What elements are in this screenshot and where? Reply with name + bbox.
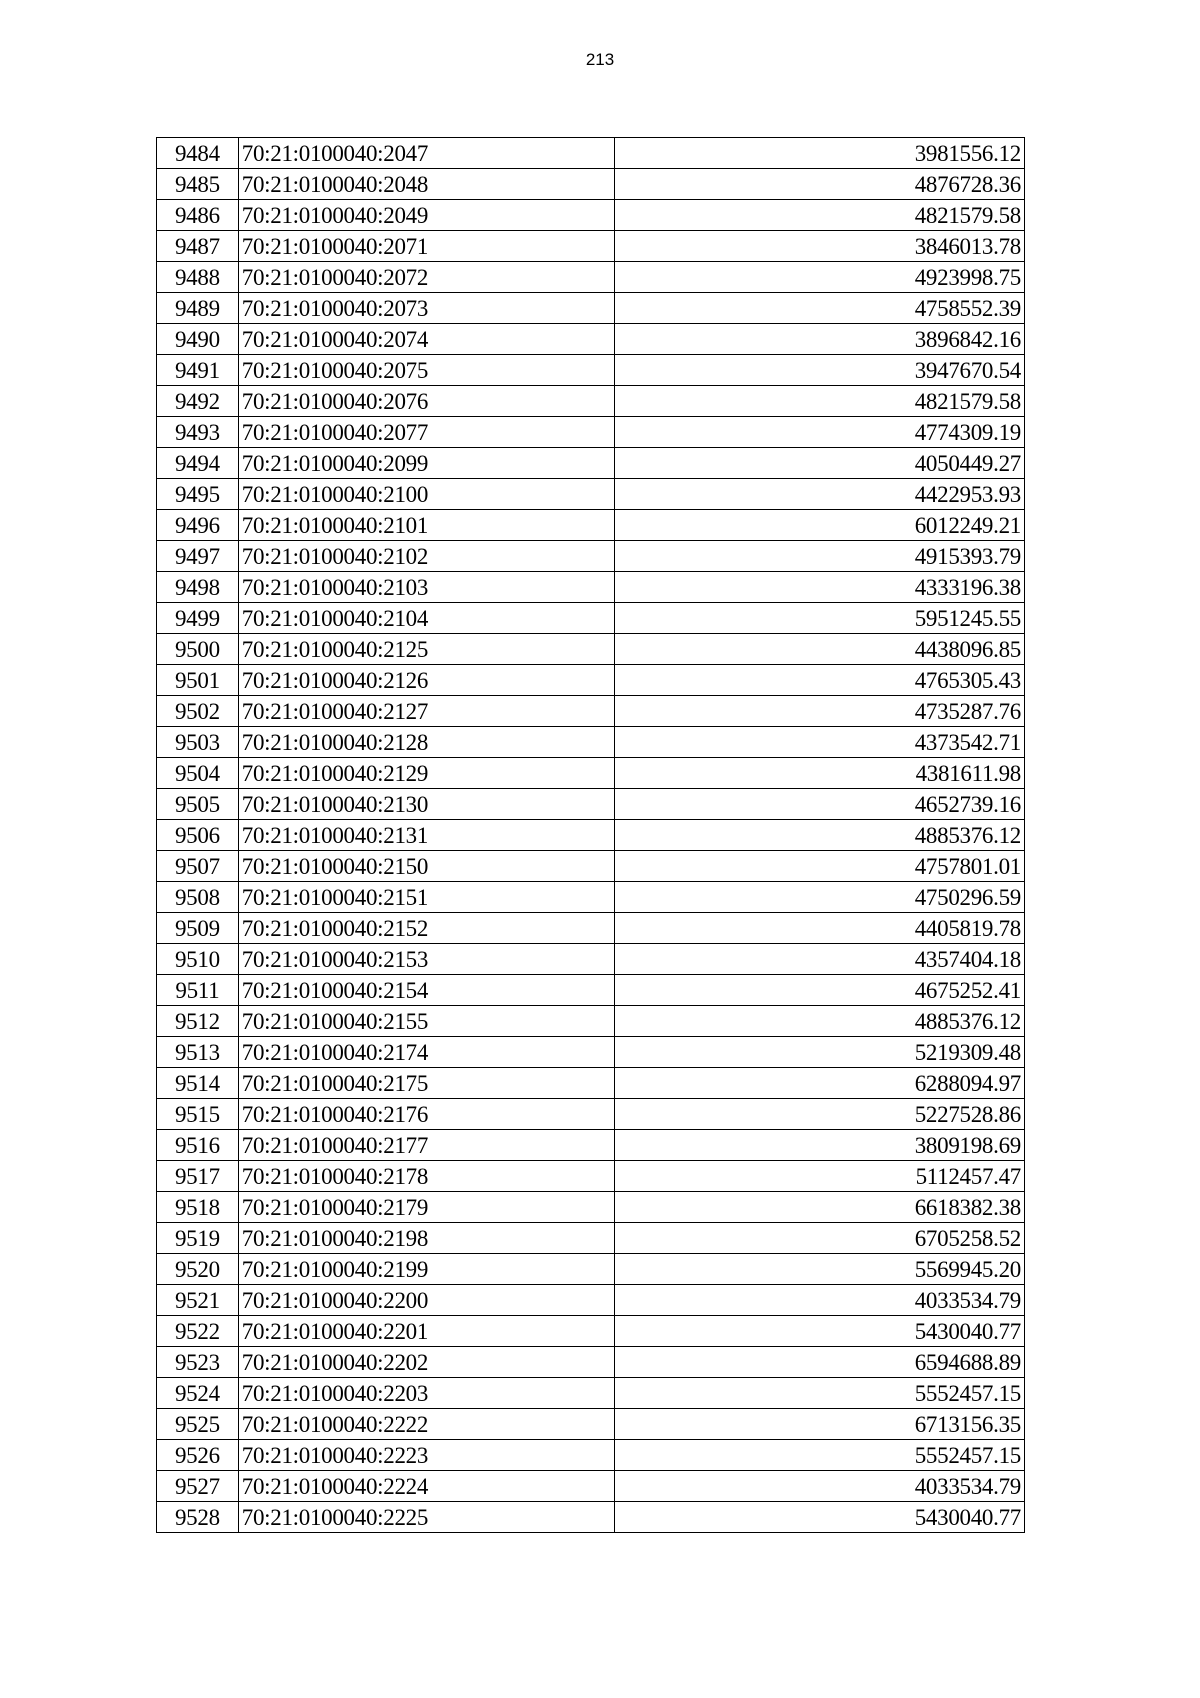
table-row [157, 1006, 1025, 1037]
value-cell: 5112457.47 [615, 1161, 1025, 1192]
value-cell: 4758552.39 [615, 293, 1025, 324]
cadastral-number-cell: 70:21:0100040:2128 [238, 727, 614, 758]
table-row [157, 1223, 1025, 1254]
cadastral-number-cell: 70:21:0100040:2129 [238, 758, 614, 789]
row-number-cell: 9507 [157, 851, 239, 882]
table-row [157, 1037, 1025, 1068]
row-number-cell: 9509 [157, 913, 239, 944]
cadastral-number-cell: 70:21:0100040:2077 [238, 417, 614, 448]
value-cell: 3846013.78 [615, 231, 1025, 262]
row-number-cell: 9526 [157, 1440, 239, 1471]
value-cell: 4050449.27 [615, 448, 1025, 479]
value-cell: 4923998.75 [615, 262, 1025, 293]
row-number-cell: 9506 [157, 820, 239, 851]
value-cell: 4774309.19 [615, 417, 1025, 448]
value-cell: 6713156.35 [615, 1409, 1025, 1440]
row-number-cell: 9513 [157, 1037, 239, 1068]
row-number-cell: 9515 [157, 1099, 239, 1130]
cadastral-number-cell: 70:21:0100040:2125 [238, 634, 614, 665]
table-row [157, 975, 1025, 1006]
row-number-cell: 9485 [157, 169, 239, 200]
value-cell: 4381611.98 [615, 758, 1025, 789]
row-number-cell: 9525 [157, 1409, 239, 1440]
row-number-cell: 9518 [157, 1192, 239, 1223]
table-row [157, 727, 1025, 758]
table-row [157, 479, 1025, 510]
cadastral-number-cell: 70:21:0100040:2072 [238, 262, 614, 293]
value-cell: 6594688.89 [615, 1347, 1025, 1378]
cadastral-number-cell: 70:21:0100040:2203 [238, 1378, 614, 1409]
row-number-cell: 9489 [157, 293, 239, 324]
value-cell: 3947670.54 [615, 355, 1025, 386]
value-cell: 5552457.15 [615, 1378, 1025, 1409]
table-row [157, 1285, 1025, 1316]
value-cell: 4438096.85 [615, 634, 1025, 665]
row-number-cell: 9496 [157, 510, 239, 541]
cadastral-number-cell: 70:21:0100040:2153 [238, 944, 614, 975]
table-row [157, 1378, 1025, 1409]
value-cell: 5552457.15 [615, 1440, 1025, 1471]
cadastral-number-cell: 70:21:0100040:2222 [238, 1409, 614, 1440]
row-number-cell: 9528 [157, 1502, 239, 1533]
row-number-cell: 9523 [157, 1347, 239, 1378]
table-row [157, 696, 1025, 727]
table-body [157, 138, 1025, 1533]
row-number-cell: 9511 [157, 975, 239, 1006]
table-row [157, 1192, 1025, 1223]
value-cell: 4885376.12 [615, 820, 1025, 851]
row-number-cell: 9484 [157, 138, 239, 169]
table-row [157, 1130, 1025, 1161]
value-cell: 6618382.38 [615, 1192, 1025, 1223]
value-cell: 4757801.01 [615, 851, 1025, 882]
cadastral-number-cell: 70:21:0100040:2131 [238, 820, 614, 851]
value-cell: 4750296.59 [615, 882, 1025, 913]
table-row [157, 1347, 1025, 1378]
cadastral-number-cell: 70:21:0100040:2101 [238, 510, 614, 541]
value-cell: 4675252.41 [615, 975, 1025, 1006]
cadastral-number-cell: 70:21:0100040:2047 [238, 138, 614, 169]
row-number-cell: 9493 [157, 417, 239, 448]
table-row [157, 1099, 1025, 1130]
row-number-cell: 9522 [157, 1316, 239, 1347]
table-row [157, 200, 1025, 231]
value-cell: 5951245.55 [615, 603, 1025, 634]
cadastral-number-cell: 70:21:0100040:2200 [238, 1285, 614, 1316]
table-row [157, 262, 1025, 293]
cadastral-number-cell: 70:21:0100040:2225 [238, 1502, 614, 1533]
row-number-cell: 9510 [157, 944, 239, 975]
row-number-cell: 9490 [157, 324, 239, 355]
cadastral-number-cell: 70:21:0100040:2126 [238, 665, 614, 696]
value-cell: 5569945.20 [615, 1254, 1025, 1285]
cadastral-number-cell: 70:21:0100040:2224 [238, 1471, 614, 1502]
cadastral-number-cell: 70:21:0100040:2104 [238, 603, 614, 634]
table-row [157, 758, 1025, 789]
cadastral-number-cell: 70:21:0100040:2202 [238, 1347, 614, 1378]
table-row [157, 665, 1025, 696]
table-row [157, 603, 1025, 634]
row-number-cell: 9492 [157, 386, 239, 417]
cadastral-number-cell: 70:21:0100040:2127 [238, 696, 614, 727]
row-number-cell: 9516 [157, 1130, 239, 1161]
table-row [157, 355, 1025, 386]
value-cell: 4373542.71 [615, 727, 1025, 758]
table-row [157, 386, 1025, 417]
row-number-cell: 9508 [157, 882, 239, 913]
cadastral-number-cell: 70:21:0100040:2198 [238, 1223, 614, 1254]
row-number-cell: 9497 [157, 541, 239, 572]
cadastral-number-cell: 70:21:0100040:2155 [238, 1006, 614, 1037]
cadastral-number-cell: 70:21:0100040:2103 [238, 572, 614, 603]
value-cell: 3981556.12 [615, 138, 1025, 169]
value-cell: 4652739.16 [615, 789, 1025, 820]
table-row [157, 1068, 1025, 1099]
value-cell: 4765305.43 [615, 665, 1025, 696]
cadastral-number-cell: 70:21:0100040:2152 [238, 913, 614, 944]
value-cell: 4405819.78 [615, 913, 1025, 944]
row-number-cell: 9517 [157, 1161, 239, 1192]
value-cell: 3809198.69 [615, 1130, 1025, 1161]
row-number-cell: 9503 [157, 727, 239, 758]
cadastral-number-cell: 70:21:0100040:2223 [238, 1440, 614, 1471]
table-row [157, 448, 1025, 479]
cadastral-number-cell: 70:21:0100040:2199 [238, 1254, 614, 1285]
cadastral-number-cell: 70:21:0100040:2130 [238, 789, 614, 820]
row-number-cell: 9486 [157, 200, 239, 231]
row-number-cell: 9520 [157, 1254, 239, 1285]
table-row [157, 324, 1025, 355]
row-number-cell: 9502 [157, 696, 239, 727]
value-cell: 4821579.58 [615, 200, 1025, 231]
table-row [157, 417, 1025, 448]
row-number-cell: 9491 [157, 355, 239, 386]
table-row [157, 169, 1025, 200]
value-cell: 4735287.76 [615, 696, 1025, 727]
table-row [157, 1409, 1025, 1440]
value-cell: 4033534.79 [615, 1471, 1025, 1502]
cadastral-number-cell: 70:21:0100040:2099 [238, 448, 614, 479]
cadastral-number-cell: 70:21:0100040:2100 [238, 479, 614, 510]
table-row [157, 882, 1025, 913]
cadastral-number-cell: 70:21:0100040:2074 [238, 324, 614, 355]
value-cell: 5430040.77 [615, 1316, 1025, 1347]
cadastral-number-cell: 70:21:0100040:2178 [238, 1161, 614, 1192]
cadastral-number-cell: 70:21:0100040:2151 [238, 882, 614, 913]
table-row [157, 634, 1025, 665]
table-row [157, 1161, 1025, 1192]
table-row [157, 541, 1025, 572]
row-number-cell: 9524 [157, 1378, 239, 1409]
cadastral-number-cell: 70:21:0100040:2154 [238, 975, 614, 1006]
page-number: 213 [585, 50, 615, 69]
cadastral-number-cell: 70:21:0100040:2071 [238, 231, 614, 262]
value-cell: 5219309.48 [615, 1037, 1025, 1068]
row-number-cell: 9521 [157, 1285, 239, 1316]
value-cell: 4876728.36 [615, 169, 1025, 200]
cadastral-number-cell: 70:21:0100040:2175 [238, 1068, 614, 1099]
row-number-cell: 9527 [157, 1471, 239, 1502]
cadastral-number-cell: 70:21:0100040:2076 [238, 386, 614, 417]
row-number-cell: 9500 [157, 634, 239, 665]
table-row [157, 1440, 1025, 1471]
table-row [157, 510, 1025, 541]
value-cell: 4885376.12 [615, 1006, 1025, 1037]
cadastral-number-cell: 70:21:0100040:2177 [238, 1130, 614, 1161]
cadastral-number-cell: 70:21:0100040:2176 [238, 1099, 614, 1130]
value-cell: 4357404.18 [615, 944, 1025, 975]
table-row [157, 231, 1025, 262]
row-number-cell: 9487 [157, 231, 239, 262]
row-number-cell: 9499 [157, 603, 239, 634]
table-row [157, 138, 1025, 169]
cadastral-number-cell: 70:21:0100040:2075 [238, 355, 614, 386]
value-cell: 4422953.93 [615, 479, 1025, 510]
value-cell: 5227528.86 [615, 1099, 1025, 1130]
table-row [157, 293, 1025, 324]
row-number-cell: 9514 [157, 1068, 239, 1099]
cadastral-number-cell: 70:21:0100040:2048 [238, 169, 614, 200]
cadastral-value-table [156, 137, 1025, 1533]
table-row [157, 944, 1025, 975]
table-row [157, 820, 1025, 851]
table-row [157, 1316, 1025, 1347]
row-number-cell: 9494 [157, 448, 239, 479]
cadastral-number-cell: 70:21:0100040:2073 [238, 293, 614, 324]
table-row [157, 572, 1025, 603]
value-cell: 4821579.58 [615, 386, 1025, 417]
cadastral-number-cell: 70:21:0100040:2049 [238, 200, 614, 231]
cadastral-number-cell: 70:21:0100040:2150 [238, 851, 614, 882]
row-number-cell: 9519 [157, 1223, 239, 1254]
value-cell: 6705258.52 [615, 1223, 1025, 1254]
cadastral-number-cell: 70:21:0100040:2201 [238, 1316, 614, 1347]
value-cell: 6288094.97 [615, 1068, 1025, 1099]
row-number-cell: 9501 [157, 665, 239, 696]
value-cell: 4333196.38 [615, 572, 1025, 603]
row-number-cell: 9505 [157, 789, 239, 820]
row-number-cell: 9495 [157, 479, 239, 510]
value-cell: 4915393.79 [615, 541, 1025, 572]
row-number-cell: 9504 [157, 758, 239, 789]
value-cell: 5430040.77 [615, 1502, 1025, 1533]
row-number-cell: 9498 [157, 572, 239, 603]
table-row [157, 851, 1025, 882]
value-cell: 3896842.16 [615, 324, 1025, 355]
value-cell: 4033534.79 [615, 1285, 1025, 1316]
value-cell: 6012249.21 [615, 510, 1025, 541]
cadastral-number-cell: 70:21:0100040:2174 [238, 1037, 614, 1068]
cadastral-number-cell: 70:21:0100040:2102 [238, 541, 614, 572]
table-row [157, 789, 1025, 820]
table-row [157, 913, 1025, 944]
row-number-cell: 9512 [157, 1006, 239, 1037]
table-row [157, 1502, 1025, 1533]
cadastral-number-cell: 70:21:0100040:2179 [238, 1192, 614, 1223]
table-row [157, 1254, 1025, 1285]
row-number-cell: 9488 [157, 262, 239, 293]
table-row [157, 1471, 1025, 1502]
